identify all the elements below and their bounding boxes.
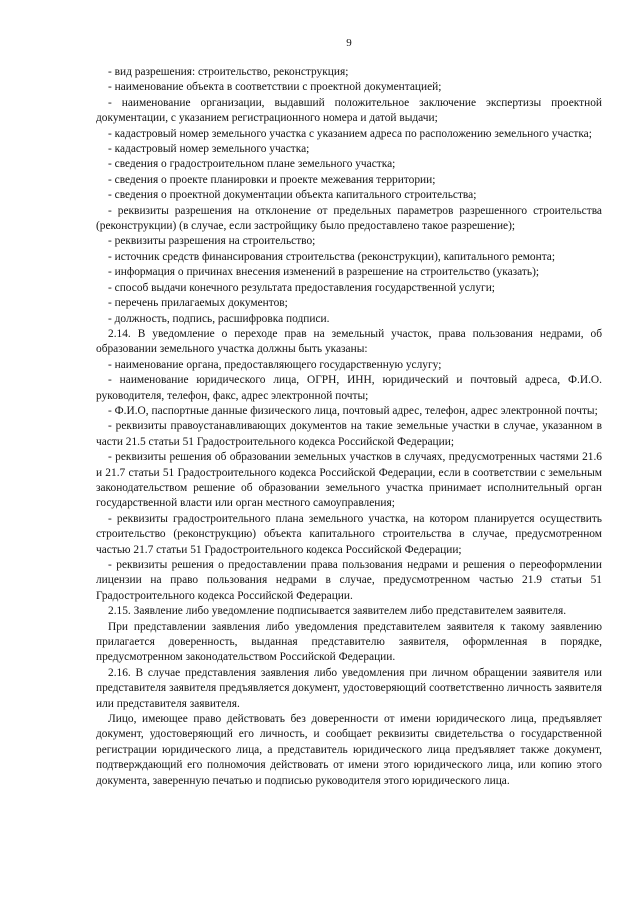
paragraph-land-formation-decision: - реквизиты решения об образовании земельных участков в случаях, предусмотренных частями 21.6 и 21.7 статьи 51 Градостроительного кодекса Российской Федерации, если в соответствии с земельным законодательством решение об образовании земельного участка принимает исполнительный орган государственной власти или орган местного самоуправления;	[96, 451, 602, 510]
paragraph-legal-entity-representative: Лицо, имеющее право действовать без доверенности от имени юридического лица, предъявляет документ, удостоверяющий его личность, и сообщает реквизиты свидетельства о государственной регистрации юридического лица, а представитель юридического лица предъявляет также документ, подтверждающий его полномочия действовать от имени этого юридического лица, или копию этого документа, заверенную печатью и подписью руководителя этого юридического лица.	[96, 713, 602, 787]
paragraph-title-documents: - реквизиты правоустанавливающих документов на такие земельные участки в случае, указанном в части 21.5 статьи 51 Градостроительного кодекса Российской Федерации;	[96, 420, 602, 448]
paragraph-authority-name: - наименование органа, предоставляющего государственную услугу;	[108, 358, 442, 371]
paragraph-funding-source: - источник средств финансирования строительства (реконструкции), капитального ремонта;	[108, 250, 556, 263]
paragraph-urban-plan-details: - реквизиты градостроительного плана земельного участка, на котором планируется осуществить строительство (реконструкцию) объекта капитального строительства в случае, предусмотренном частью 21.7 статьи 51 Градостроительного кодекса Российской Федерации;	[96, 512, 602, 556]
paragraph-power-of-attorney: При представлении заявления либо уведомления представителем заявителя к такому заявлению прилагается доверенность, выданная представителю заявителя, оформленная в порядке, предусмотренном законодательством Российской Федерации.	[96, 620, 602, 664]
paragraph-change-reasons: - информация о причинах внесения изменений в разрешение на строительство (указать);	[108, 266, 540, 279]
paragraph-section-2-15: 2.15. Заявление либо уведомление подписывается заявителем либо представителем заявителя.	[108, 605, 567, 618]
paragraph-delivery-method: - способ выдачи конечного результата предоставления государственной услуги;	[108, 281, 495, 294]
page-number: 9	[346, 37, 352, 49]
paragraph-subsoil-rights: - реквизиты решения о предоставлении права пользования недрами и решения о переоформлении лицензии на право пользования недрами в случае, предусмотренном частью 21.9 статьи 51 Градостроительного кодекса Российской Федерации.	[96, 559, 602, 602]
paragraph-project-documentation: - сведения о проектной документации объекта капитального строительства;	[108, 189, 477, 202]
paragraph-cadastral-number: - кадастровый номер земельного участка;	[108, 143, 310, 156]
document-page	[96, 36, 602, 789]
paragraph-attached-documents: - перечень прилагаемых документов;	[108, 297, 288, 310]
paragraph-permit-type: - вид разрешения: строительство, реконструкция;	[108, 66, 349, 78]
paragraph-legal-entity-details: - наименование юридического лица, ОГРН, ИНН, юридический и почтовый адреса, Ф.И.О. руководителя, телефон, факс, адрес электронной почты;	[96, 374, 602, 402]
paragraph-planning-project: - сведения о проекте планировки и проекте межевания территории;	[108, 173, 436, 186]
paragraph-object-name: - наименование объекта в соответствии с проектной документацией;	[108, 81, 442, 94]
paragraph-cadastral-number-address: - кадастровый номер земельного участка с указанием адреса по расположению земельного участка;	[108, 127, 592, 140]
paragraph-section-2-14: 2.14. В уведомление о переходе прав на земельный участок, права пользования недрами, об образовании земельного участка должны быть указаны:	[96, 327, 602, 356]
paragraph-urban-plan: - сведения о градостроительном плане земельного участка;	[108, 158, 396, 171]
paragraph-position-signature: - должность, подпись, расшифровка подписи.	[108, 312, 330, 325]
paragraph-individual-details: - Ф.И.О, паспортные данные физического лица, почтовый адрес, телефон, адрес электронной почты;	[108, 404, 598, 417]
paragraph-expertise-organization: - наименование организации, выдавший положительное заключение экспертизы проектной документации, с указанием регистрационного номера и датой выдачи;	[96, 96, 602, 125]
paragraph-deviation-permit: - реквизиты разрешения на отклонение от предельных параметров разрешенного строительства (реконструкции) (в случае, если застройщику было предоставлено такое разрешение);	[96, 204, 602, 233]
paragraph-building-permit: - реквизиты разрешения на строительство;	[108, 235, 316, 248]
paragraph-section-2-16: 2.16. В случае представления заявления либо уведомления при личном обращении заявителя или представителя заявителя предъявляется документ, удостоверяющий соответственно личность заявителя или представителя заявителя.	[96, 666, 602, 710]
